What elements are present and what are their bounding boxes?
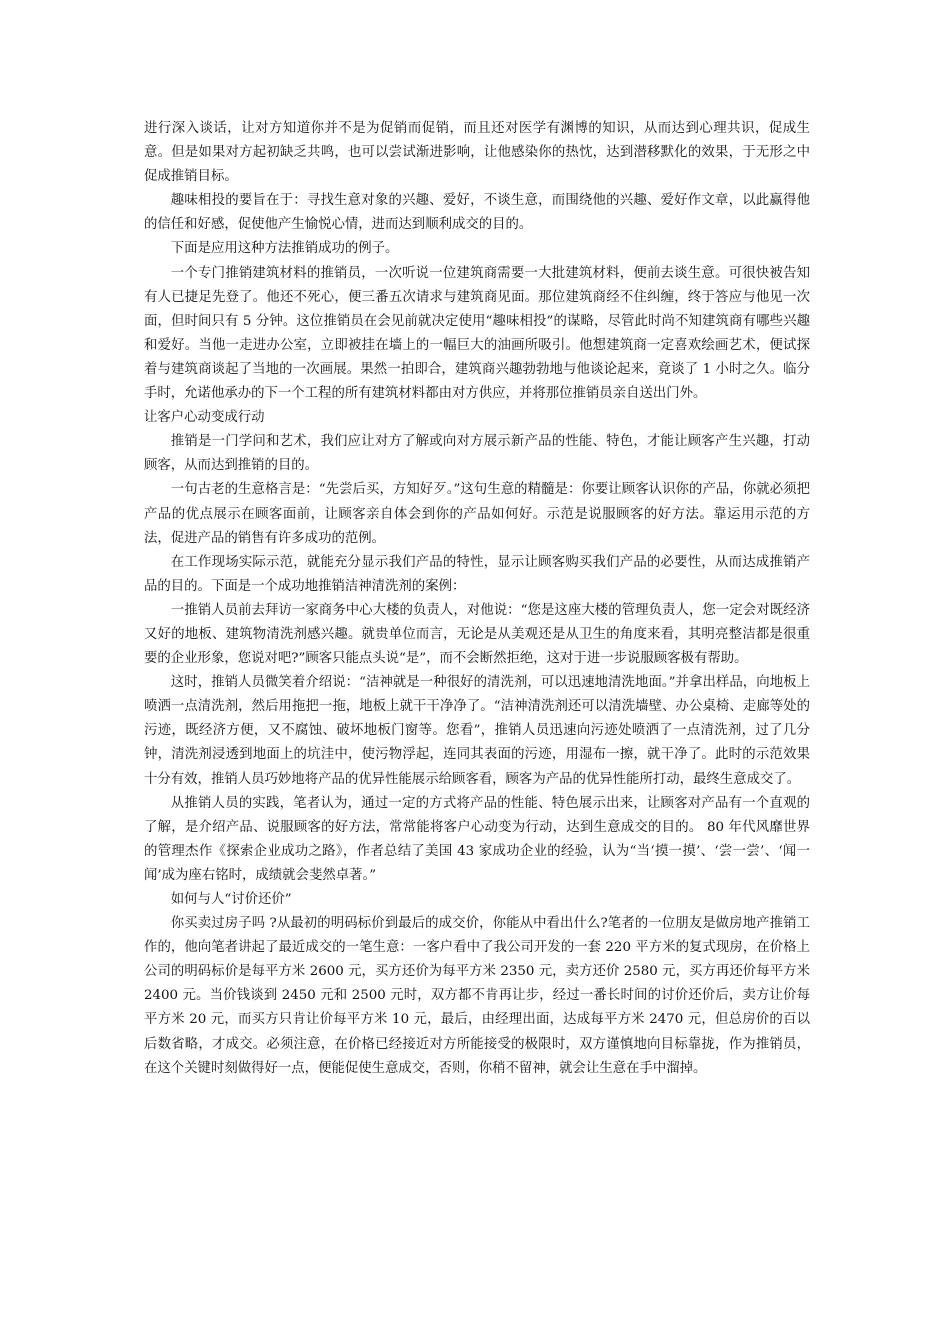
section-heading: 让客户心动变成行动 <box>144 410 265 426</box>
paragraph: 下面是应用这种方法推销成功的例子。 <box>170 241 399 257</box>
paragraph: 趣味相投的要旨在于：寻找生意对象的兴趣、爱好，不谈生意，而围绕他的兴趣、爱好作文章，以此赢得他的信任和好感，促使他产生愉悦心情，进而达到顺利成交的目的。 <box>144 193 810 233</box>
paragraph: 从推销人员的实践，笔者认为，通过一定的方式将产品的性能、特色展示出来，让顾客对产品有一个直观的了解，是介绍产品、说服顾客的好方法，常常能将客户心动变为行动，达到生意成交的目的。 80 年代风靡世界的管理杰作《探索企业成功之路》，作者总结了美国 43 家成功企业的经验，认为“当‘摸一摸’、‘尝一尝’、‘闻一闻’成为座右铭时，成绩就会斐然卓著。” <box>144 795 810 883</box>
paragraph-continuation: 进行深入谈话，让对方知道你并不是为促销而促销，而且还对医学有渊博的知识，从而达到心理共识，促成生意。但是如果对方起初缺乏共鸣，也可以尝试渐进影响，让他感染你的热忱，达到潜移默化的效果，于无形之中促成推销目标。 <box>144 121 810 185</box>
paragraph: 推销是一门学问和艺术，我们应让对方了解或向对方展示新产品的性能、特色，才能让顾客产生兴趣，打动顾客，从而达到推销的目的。 <box>144 434 810 474</box>
document-page <box>144 117 810 1081</box>
paragraph: 这时，推销人员微笑着介绍说：“洁神就是一种很好的清洗剂，可以迅速地清洗地面。”并拿出样品，向地板上喷洒一点清洗剂，然后用拖把一拖，地板上就干干净净了。“洁神清洗剂还可以清洗墙壁、办公桌椅、走廊等处的污迹，既经济方便，又不腐蚀、破坏地板门窗等。您看”，推销人员迅速向污迹处喷洒了一点清洗剂，过了几分钟，清洗剂浸透到地面上的坑洼中，使污物浮起，连同其表面的污迹，用湿布一擦，就干净了。此时的示范效果十分有效，推销人员巧妙地将产品的优异性能展示给顾客看，顾客为产品的优异性能所打动，最终生意成交了。 <box>144 675 810 787</box>
paragraph: 在工作现场实际示范，就能充分显示我们产品的特性，显示让顾客购买我们产品的必要性，从而达成推销产品的目的。下面是一个成功地推销洁神清洗剂的案例： <box>144 554 810 594</box>
paragraph: 一推销人员前去拜访一家商务中心大楼的负责人，对他说：“您是这座大楼的管理负责人，您一定会对既经济又好的地板、建筑物清洗剂感兴趣。就贵单位而言，无论是从美观还是从卫生的角度来看，其明亮整洁都是很重要的企业形象，您说对吧?”顾客只能点头说“是”，而不会断然拒绝，这对于进一步说服顾客极有帮助。 <box>144 602 810 667</box>
section-heading: 如何与人“讨价还价” <box>170 892 292 907</box>
paragraph: 你买卖过房子吗 ?从最初的明码标价到最后的成交价，你能从中看出什么?笔者的一位朋友是做房地产推销工作的，他向笔者讲起了最近成交的一笔生意：一客户看中了我公司开发的一套 220 平方米的复式现房，在价格上公司的明码标价是每平方米 2600 元，买方还价为每平方米 2350 元，卖方还价 2580 元，买方再还价每平方米 2400 元。当价钱谈到 2450 元和 2500 元时，双方都不肯再让步，经过一番长时间的讨价还价后，卖方让价每平方米 20 元，而买方只肯让价每平方米 10 元，最后，由经理出面，达成每平方米 2470 元，但总房价的百以后数省略，才成交。必须注意，在价格已经接近对方所能接受的极限时，双方谨慎地向目标靠拢，作为推销员，在这个关键时刻做得好一点，便能促使生意成交，否则，你稍不留神，就会让生意在手中溜掉。 <box>144 916 810 1076</box>
paragraph: 一个专门推销建筑材料的推销员，一次听说一位建筑商需要一大批建筑材料，便前去谈生意。可很快被告知有人已捷足先登了。他还不死心，便三番五次请求与建筑商见面。那位建筑商经不住纠缠，终于答应与他见一次面，但时间只有 5 分钟。这位推销员在会见前就决定使用“趣味相投”的谋略，尽管此时尚不知建筑商有哪些兴趣和爱好。当他一走进办公室，立即被挂在墙上的一幅巨大的油画所吸引。他想建筑商一定喜欢绘画艺术，便试探着与建筑商谈起了当地的一次画展。果然一拍即合，建筑商兴趣勃勃地与他谈论起来，竟谈了 1 小时之久。临分手时，允诺他承办的下一个工程的所有建筑材料都由对方供应，并将那位推销员亲自送出门外。 <box>144 265 810 402</box>
paragraph: 一句古老的生意格言是：“先尝后买，方知好歹。”这句生意的精髓是：你要让顾客认识你的产品，你就必须把产品的优点展示在顾客面前，让顾客亲自体会到你的产品如何好。示范是说服顾客的好方法。靠运用示范的方法，促进产品的销售有许多成功的范例。 <box>144 482 810 546</box>
